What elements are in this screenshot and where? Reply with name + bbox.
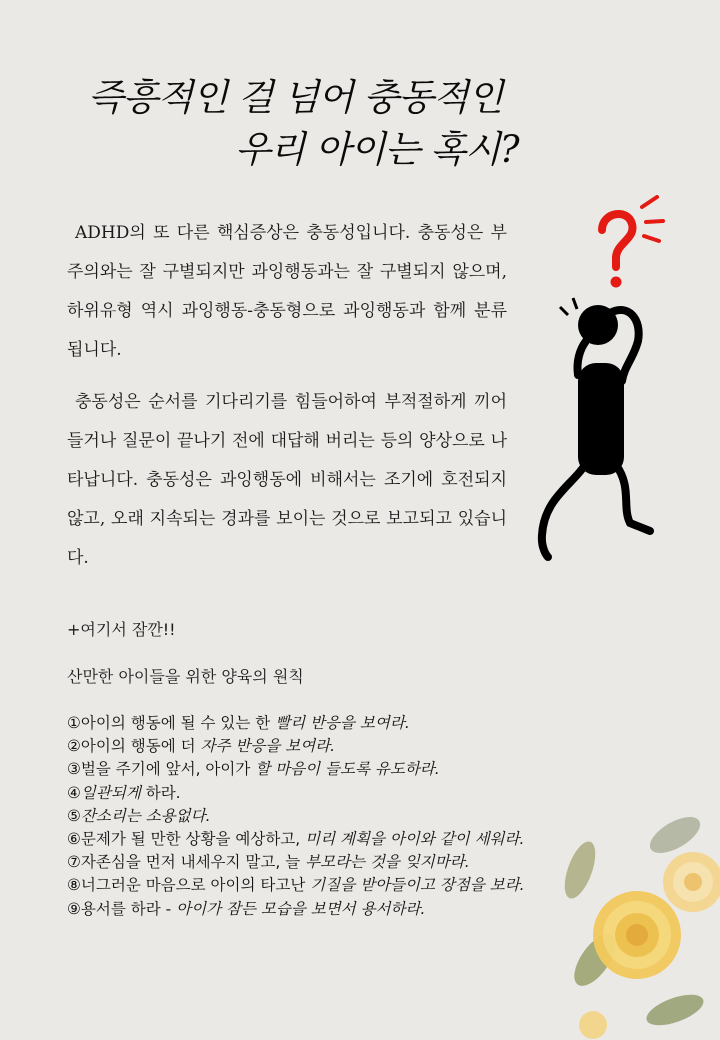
confused-person-icon [530,195,670,565]
paragraph-impulsivity-detail: 충동성은 순서를 기다리기를 힘들어하여 부적절하게 끼어들거나 질문이 끝나기 전에 대답해 버리는 등의 양상으로 나타납니다. 충동성은 과잉행동에 비해서는 조기에 호전되지 않고, 오래 지속되는 경과를 보이는 것으로 보고되고 있습니다. [67,392,507,568]
list-item: ①아이의 행동에 될 수 있는 한 빨리 반응을 보여라. [67,714,410,732]
list-item: ⑧너그러운 마음으로 아이의 타고난 기질을 받아들이고 장점을 보라. [67,876,525,895]
flower-decoration [555,810,720,1040]
list-item: ②아이의 행동에 더 자주 반응을 보여라. [67,737,336,756]
title-line-1: 즉흥적인 걸 넘어 충동적인 [88,76,503,119]
list-item: ⑤잔소리는 소용없다. [67,806,211,825]
list-item: ⑥문제가 될 만한 상황을 예상하고, 미리 계획을 아이와 같이 세워라. [67,830,525,849]
paragraph-impulsivity-intro: ADHD의 또 다른 핵심증상은 충동성입니다. 충동성은 부주의와는 잘 구별되지만 과잉행동과는 잘 구별되지 않으며, 하위유형 역시 과잉행동-충동형으로 과잉행동과 함께 분류됩니다. [67,223,507,360]
list-item: ⑨용서를 하라 - 아이가 잠든 모습을 보면서 용서하라. [67,899,426,918]
list-item: ④일관되게 하라. [67,783,181,802]
page-title [0,72,720,176]
rules-heading: 산만한 아이들을 위한 양육의 원칙 [67,667,304,686]
note-heading: +여기서 잠깐!! [67,620,176,639]
question-mark-icon [602,197,663,288]
list-item: ③벌을 주기에 앞서, 아이가 할 마음이 들도록 유도하라. [67,760,440,779]
title-line-2: 우리 아이는 혹시? [235,128,519,171]
list-item: ⑦자존심을 먼저 내세우지 말고, 늘 부모라는 것을 잊지마라. [67,853,470,872]
